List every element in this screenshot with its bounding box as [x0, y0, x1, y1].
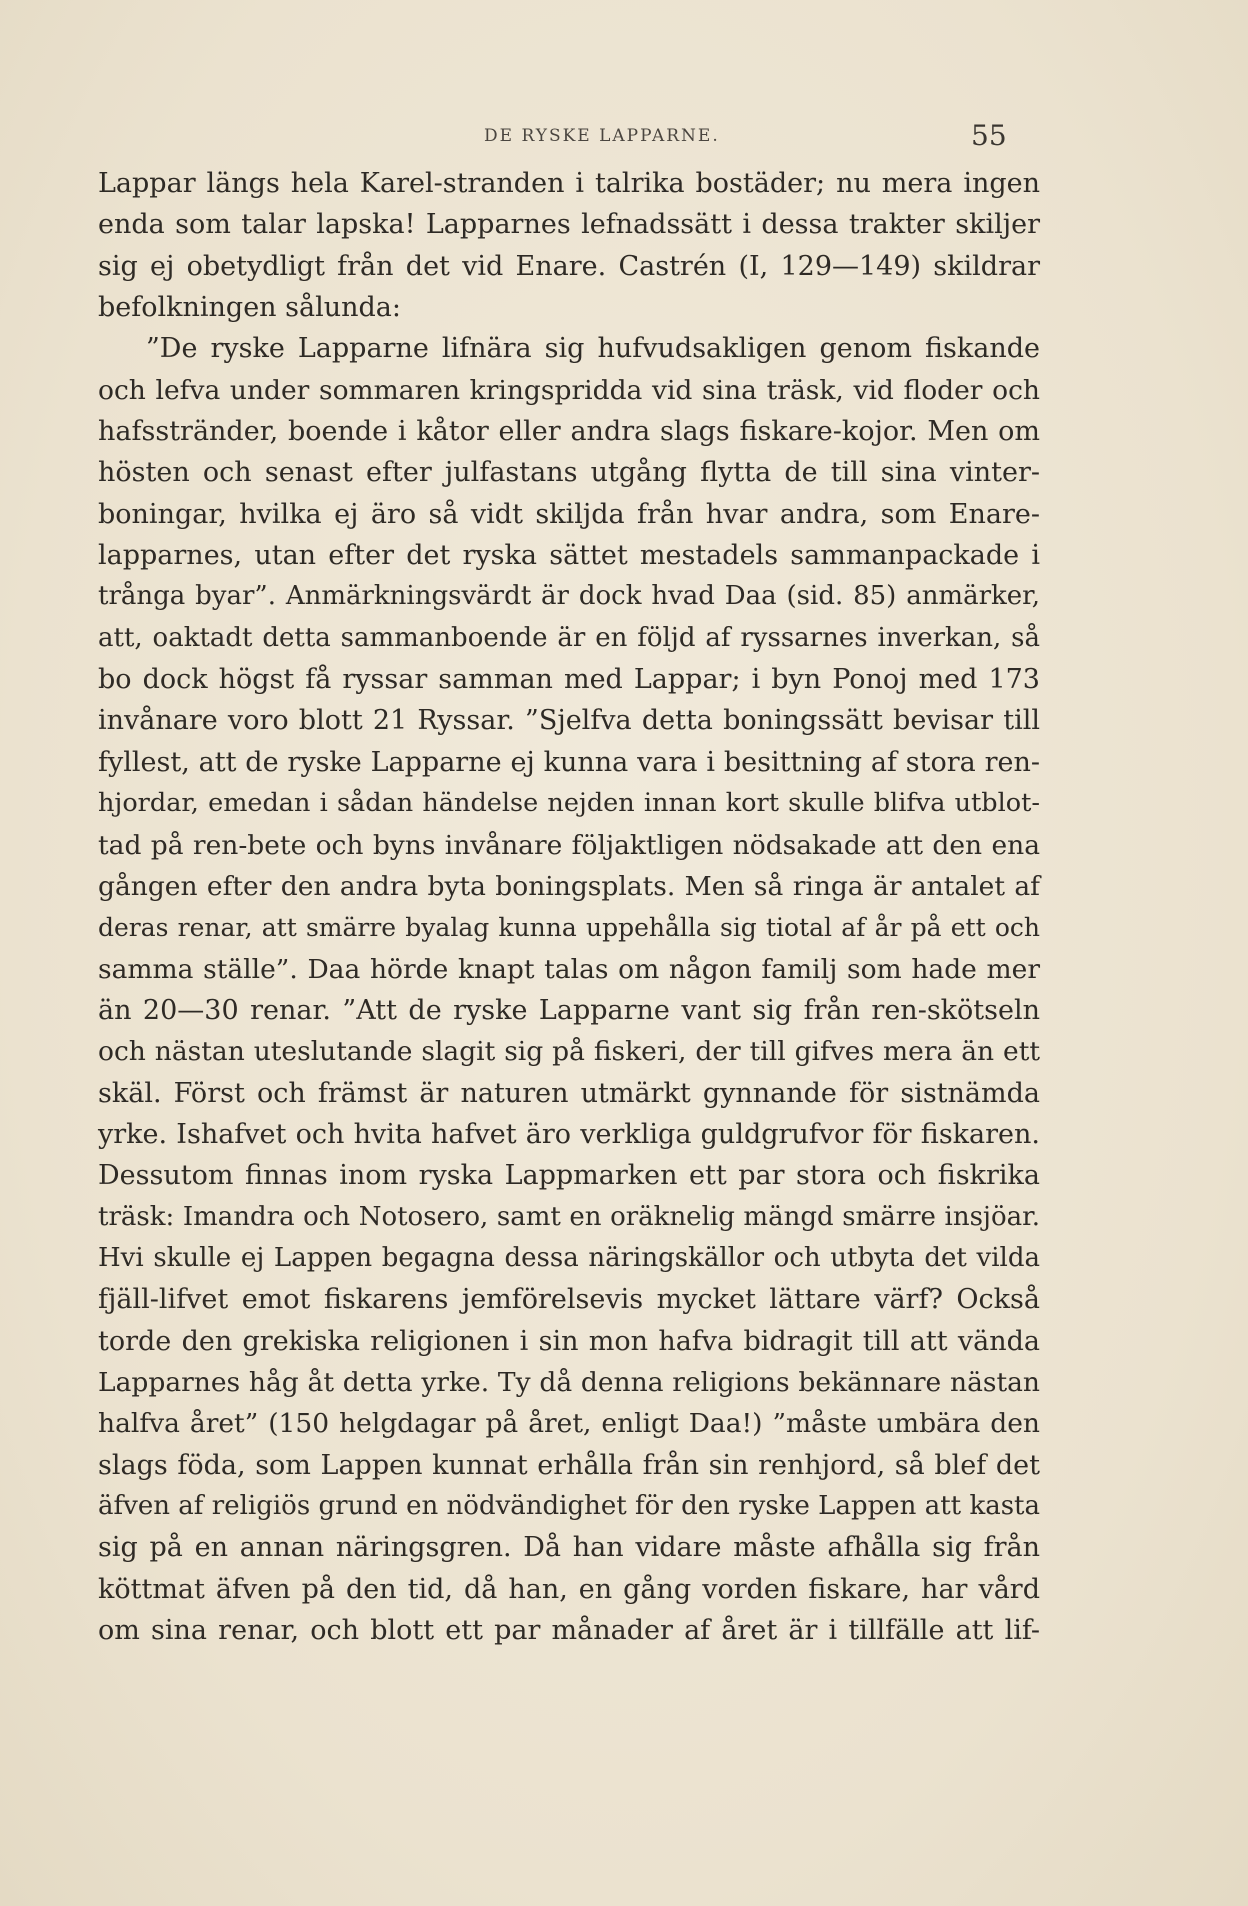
text-line: Lapparnes håg åt detta yrke. Ty då denna religions bekännare nästan: [98, 1366, 1040, 1398]
text-line: och lefva under sommaren kringspridda vid sina träsk, vid floder och: [98, 374, 1040, 406]
text-line: samma ställe”. Daa hörde knapt talas om någon familj som hade mer: [98, 953, 1040, 985]
text-line: slags föda, som Lappen kunnat erhålla från sin renhjord, så blef det: [98, 1449, 1040, 1481]
text-line: äfven af religiös grund en nödvändighet för den ryske Lappen att kasta: [98, 1491, 1040, 1521]
text-line: hösten och senast efter julfastans utgång flytta de till sina vinter-: [98, 457, 1040, 489]
text-line: hafsstränder, boende i kåtor eller andra slags fiskare-kojor. Men om: [98, 416, 1040, 448]
body-text: [98, 163, 1040, 1651]
running-title: DE RYSKE LAPPARNE.: [484, 126, 720, 146]
text-line: gången efter den andra byta boningsplats. Men så ringa är antalet af: [98, 870, 1040, 902]
text-line: enda som talar lapska! Lapparnes lefnadssätt i dessa trakter skiljer: [98, 209, 1040, 241]
text-line: tad på ren-bete och byns invånare följaktligen nödsakade att den ena: [98, 829, 1040, 861]
text-line: lapparnes, utan efter det ryska sättet mestadels sammanpackade i: [98, 540, 1040, 572]
text-line: och nästan uteslutande slagit sig på fiskeri, der till gifves mera än ett: [98, 1036, 1040, 1068]
text-line: fyllest, att de ryske Lapparne ej kunna vara i besittning af stora ren-: [98, 746, 1040, 778]
text-line: köttmat äfven på den tid, då han, en gång vorden fiskare, har vård: [98, 1573, 1040, 1605]
text-line: Lappar längs hela Karel-stranden i talrika bostäder; nu mera ingen: [98, 168, 1040, 199]
text-line: sig ej obetydligt från det vid Enare. Castrén (I, 129—149) skildrar: [98, 250, 1040, 282]
text-line: fjäll-lifvet emot fiskarens jemförelsevis mycket lättare värf? Också: [98, 1284, 1040, 1316]
page-number: 55: [971, 119, 1007, 152]
text-line: invånare voro blott 21 Ryssar. ”Sjelfva detta boningssätt bevisar till: [98, 705, 1040, 737]
text-line: ”De ryske Lapparne lifnära sig hufvudsakligen genom fiskande: [146, 333, 1040, 365]
text-line: boningar, hvilka ej äro så vidt skiljda från hvar andra, som Enare-: [98, 498, 1040, 530]
text-line: skäl. Först och främst är naturen utmärkt gynnande för sistnämda: [98, 1077, 1040, 1109]
text-line: bo dock högst få ryssar samman med Lappar; i byn Ponoj med 173: [98, 664, 1040, 696]
text-line: befolkningen sålunda:: [98, 292, 401, 324]
text-line: yrke. Ishafvet och hvita hafvet äro verkliga guldgrufvor för fiskaren.: [98, 1118, 1040, 1150]
text-line: att, oaktadt detta sammanboende är en följd af ryssarnes inverkan, så: [98, 622, 1040, 653]
text-line: trånga byar”. Anmärkningsvärdt är dock hvad Daa (sid. 85) anmärker,: [98, 581, 1040, 612]
text-line: Hvi skulle ej Lappen begagna dessa näringskällor och utbyta det vilda: [98, 1242, 1040, 1273]
text-line: än 20—30 renar. ”Att de ryske Lapparne vant sig från ren-skötseln: [98, 994, 1040, 1026]
text-line: träsk: Imandra och Notosero, samt en oräknelig mängd smärre insjöar.: [98, 1201, 1040, 1232]
text-line: sig på en annan näringsgren. Då han vidare måste afhålla sig från: [98, 1532, 1040, 1564]
text-line: deras renar, att smärre byalag kunna uppehålla sig tiotal af år på ett och: [98, 913, 1040, 943]
text-line: om sina renar, och blott ett par månader af året är i tillfälle att lif-: [98, 1615, 1040, 1647]
text-line: Dessutom finnas inom ryska Lappmarken ett par stora och fiskrika: [98, 1160, 1040, 1192]
text-line: hjordar, emedan i sådan händelse nejden innan kort skulle blifva utblot-: [98, 788, 1040, 819]
text-line: torde den grekiska religionen i sin mon hafva bidragit till att vända: [98, 1325, 1040, 1357]
text-line: halfva året” (150 helgdagar på året, enligt Daa!) ”måste umbära den: [98, 1408, 1040, 1440]
